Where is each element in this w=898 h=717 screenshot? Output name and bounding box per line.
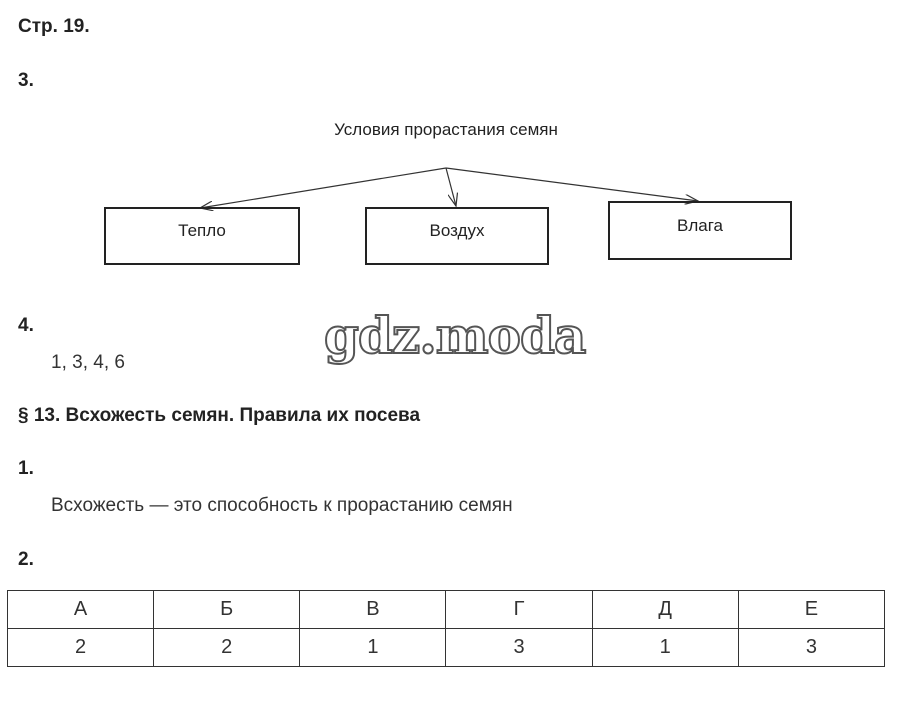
diagram-root-label: Условия прорастания семян [334, 120, 558, 139]
table-cell: 1 [300, 629, 446, 667]
section-task1-text: Всхожесть — это способность к прорастанию семян [51, 495, 513, 516]
table-cell: 3 [738, 629, 884, 667]
diagram-box-moisture-label: Влага [677, 215, 723, 235]
section-task2-number: 2. [18, 549, 34, 570]
task4-number: 4. [18, 315, 34, 336]
table-header-cell: Г [446, 591, 592, 629]
table-row [8, 629, 885, 667]
table-header-cell: В [300, 591, 446, 629]
table-header-cell: Д [592, 591, 738, 629]
watermark-logo: gdz.moda [324, 306, 586, 365]
table-header-cell: Е [738, 591, 884, 629]
section-heading: § 13. Всхожесть семян. Правила их посева [18, 405, 421, 426]
arrow-to-moisture [446, 168, 698, 201]
table-header-cell: А [8, 591, 154, 629]
table-header-row [8, 591, 885, 629]
task4-answer: 1, 3, 4, 6 [51, 352, 125, 373]
diagram-box-heat-label: Тепло [178, 221, 226, 240]
page-header: Стр. 19. [18, 16, 90, 37]
table-cell: 3 [446, 629, 592, 667]
section-task1-number: 1. [18, 458, 34, 479]
task3-number: 3. [18, 70, 34, 91]
table-cell: 1 [592, 629, 738, 667]
table-cell: 2 [8, 629, 154, 667]
arrow-to-heat [200, 168, 446, 208]
arrow-to-air [446, 168, 456, 206]
answer-table [7, 590, 885, 667]
table-cell: 2 [154, 629, 300, 667]
diagram-box-heat [104, 207, 300, 265]
diagram-box-air-label: Воздух [429, 221, 485, 240]
table-header-cell: Б [154, 591, 300, 629]
diagram-box-air [365, 207, 549, 265]
diagram-box-moisture [608, 201, 792, 260]
